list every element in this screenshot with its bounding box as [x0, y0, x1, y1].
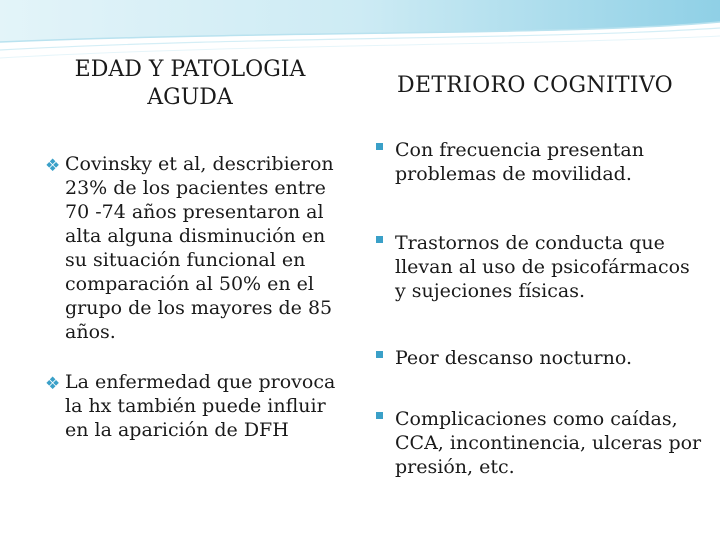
- left-column-title: EDAD Y PATOLOGIA AGUDA: [74, 57, 306, 110]
- right-column-title: DETRIORO COGNITIVO: [397, 73, 673, 98]
- left-bullet-item: [45, 152, 345, 344]
- right-bullet-text: Complicaciones como caídas, CCA, incontinencia, ulceras por presión, etc.: [395, 408, 702, 478]
- left-bullet-item: [45, 370, 345, 442]
- square-bullet-icon: [376, 236, 383, 243]
- diamond-bullet-icon: ❖: [45, 374, 61, 394]
- square-bullet-icon: [376, 412, 383, 419]
- right-bullet-text: Trastornos de conducta que llevan al uso de psicofármacos y sujeciones físicas.: [395, 232, 690, 302]
- right-bullet-list: [372, 138, 702, 479]
- right-bullet-item: [372, 407, 702, 479]
- left-bullet-text: La enfermedad que provoca la hx también puede influir en la aparición de DFH: [65, 371, 336, 441]
- right-bullet-item: [372, 346, 702, 370]
- right-bullet-text: Peor descanso nocturno.: [395, 347, 632, 369]
- square-bullet-icon: [376, 351, 383, 358]
- right-bullet-item: [372, 231, 702, 303]
- square-bullet-icon: [376, 143, 383, 150]
- right-bullet-item: [372, 138, 702, 186]
- left-bullet-list: [45, 152, 345, 468]
- left-bullet-text: Covinsky et al, describieron 23% de los pacientes entre 70 -74 años presentaron al alta alguna disminución en su situación funcional en comparación al 50% en el grupo de los mayores de 85 años.: [65, 153, 334, 343]
- right-bullet-text: Con frecuencia presentan problemas de movilidad.: [395, 139, 644, 185]
- diamond-bullet-icon: ❖: [45, 156, 61, 176]
